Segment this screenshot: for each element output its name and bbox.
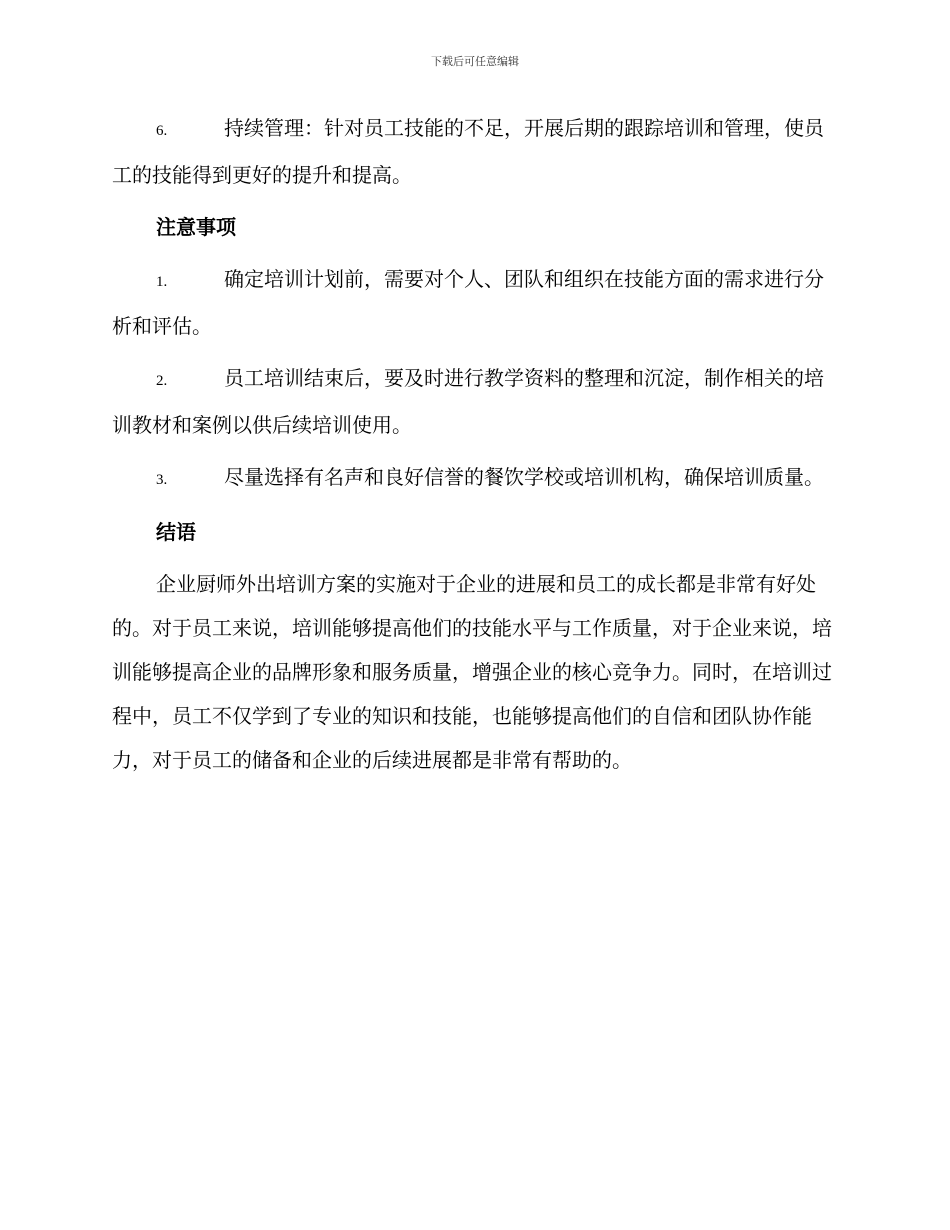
list-item-1 <box>112 257 838 348</box>
section-heading-notes: 注意事项 <box>156 215 236 239</box>
list-item-number: 3. <box>156 472 168 488</box>
list-item-text: 持续管理：针对员工技能的不足，开展后期的跟踪培训和管理，使员工的技能得到更好的提升和提高。 <box>112 116 824 187</box>
list-item-number: 1. <box>156 274 168 290</box>
list-item-text: 员工培训结束后，要及时进行教学资料的整理和沉淀，制作相关的培训教材和案例以供后续培训使用。 <box>112 366 824 437</box>
list-item-text: 确定培训计划前，需要对个人、团队和组织在技能方面的需求进行分析和评估。 <box>112 267 824 338</box>
page-header: 下载后可任意编辑 <box>431 55 519 68</box>
section-heading-conclusion: 结语 <box>156 520 196 544</box>
document-body <box>112 106 838 782</box>
conclusion-paragraph: 企业厨师外出培训方案的实施对于企业的进展和员工的成长都是非常有好处的。对于员工来说，培训能够提高他们的技能水平与工作质量，对于企业来说，培训能够提高企业的品牌形象和服务质量，增强企业的核心竞争力。同时，在培训过程中，员工不仅学到了专业的知识和技能，也能够提高他们的自信和团队协作能力，对于员工的储备和企业的后续进展都是非常有帮助的。 <box>112 572 832 772</box>
list-item-text: 尽量选择有名声和良好信誉的餐饮学校或培训机构，确保培训质量。 <box>224 465 824 489</box>
list-item-number: 2. <box>156 373 168 389</box>
list-item-2 <box>112 356 838 447</box>
list-item-number: 6. <box>156 123 168 139</box>
list-item-6 <box>112 106 838 197</box>
list-item-3 <box>112 455 838 502</box>
